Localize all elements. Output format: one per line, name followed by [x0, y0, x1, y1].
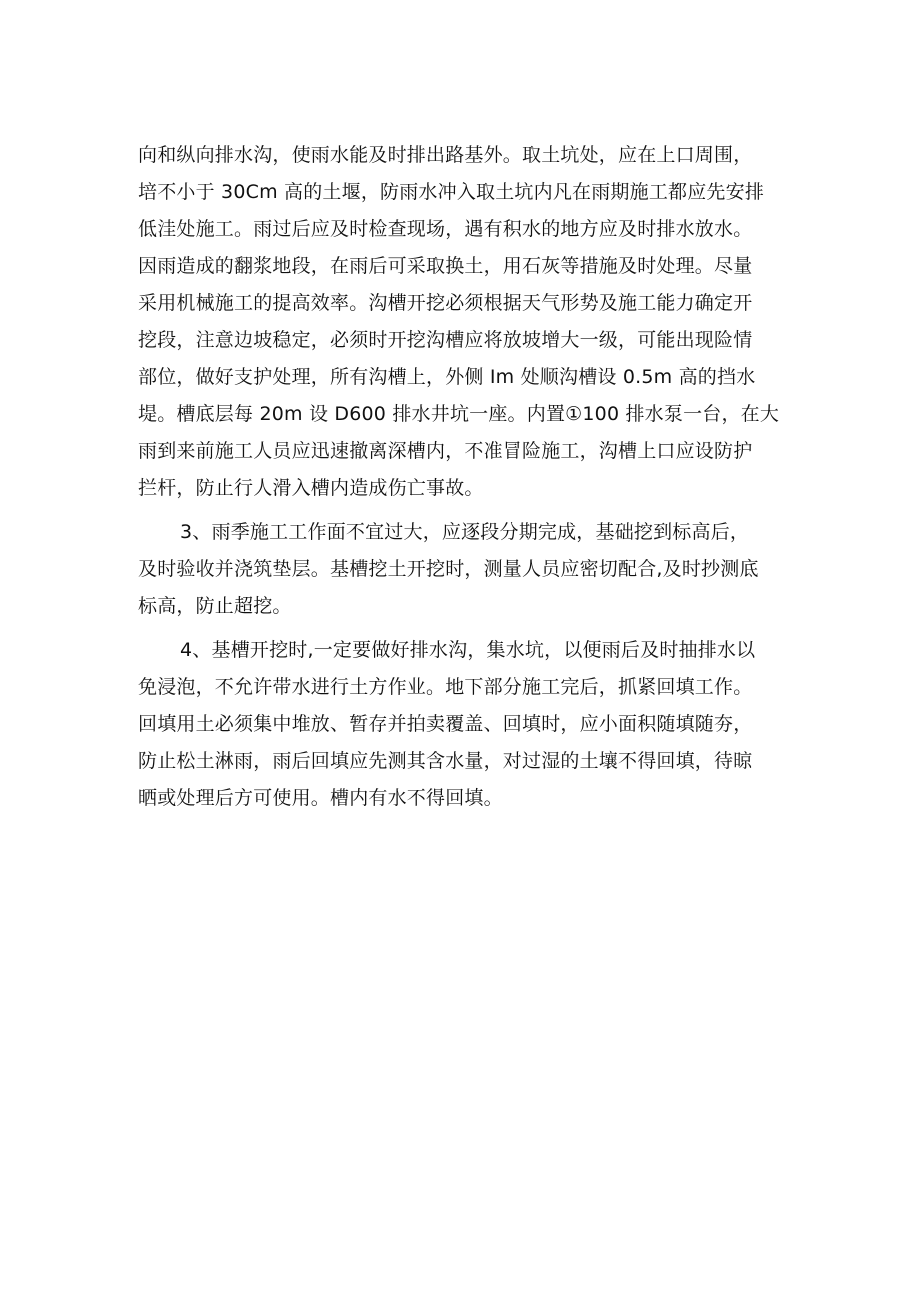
text-line: 及时验收并浇筑垫层。基槽挖土开挖时，测量人员应密切配合,及时抄测底 — [138, 558, 759, 580]
document-body — [138, 137, 798, 817]
text-line: 低洼处施工。雨过后应及时检查现场，遇有积水的地方应及时排水放水。 — [138, 218, 753, 240]
paragraph-spacer — [138, 507, 798, 514]
text-line: 拦杆，防止行人滑入槽内造成伤亡事故。 — [138, 477, 484, 499]
text-line: 防止松土淋雨，雨后回填应先测其含水量，对过湿的土壤不得回填，待晾 — [138, 750, 753, 772]
text-line: 标高，防止超挖。 — [138, 595, 292, 617]
text-line: 堤。槽底层每 20m 设 D600 排水井坑一座。内置①100 排水泵一台，在大 — [138, 403, 780, 425]
text-line: 晒或处理后方可使用。槽内有水不得回填。 — [138, 787, 503, 809]
text-line: 回填用土必须集中堆放、暂存并拍卖覆盖、回填时，应小面积随填随夯， — [138, 713, 753, 735]
text-line: 免浸泡，不允许带水进行土方作业。地下部分施工完后，抓紧回填工作。 — [138, 676, 753, 698]
text-line: 4、基槽开挖时,一定要做好排水沟，集水坑，以便雨后及时抽排水以 — [180, 639, 756, 661]
text-line: 培不小于 30Cm 高的土堰，防雨水冲入取土坑内凡在雨期施工都应先安排 — [138, 181, 765, 203]
text-line: 因雨造成的翻浆地段，在雨后可采取换土，用石灰等措施及时处理。尽量 — [138, 255, 753, 277]
text-line: 3、雨季施工工作面不宜过大，应逐段分期完成，基础挖到标高后， — [180, 521, 750, 543]
paragraph-item-4 — [138, 632, 798, 817]
text-line: 挖段，注意边坡稳定，必须时开挖沟槽应将放坡增大一级，可能出现险情 — [138, 329, 753, 351]
paragraph-spacer — [138, 625, 798, 632]
text-line: 向和纵向排水沟，使雨水能及时排出路基外。取土坑处，应在上口周围， — [138, 144, 753, 166]
text-line: 部位，做好支护处理，所有沟槽上，外侧 Im 处顺沟槽设 0.5m 高的挡水 — [138, 366, 756, 388]
text-line: 采用机械施工的提高效率。沟槽开挖必须根据天气形势及施工能力确定开 — [138, 292, 753, 314]
paragraph-item-3 — [138, 514, 798, 625]
text-line: 雨到来前施工人员应迅速撤离深槽内，不准冒险施工，沟槽上口应设防护 — [138, 440, 753, 462]
paragraph-continuation — [138, 137, 798, 507]
